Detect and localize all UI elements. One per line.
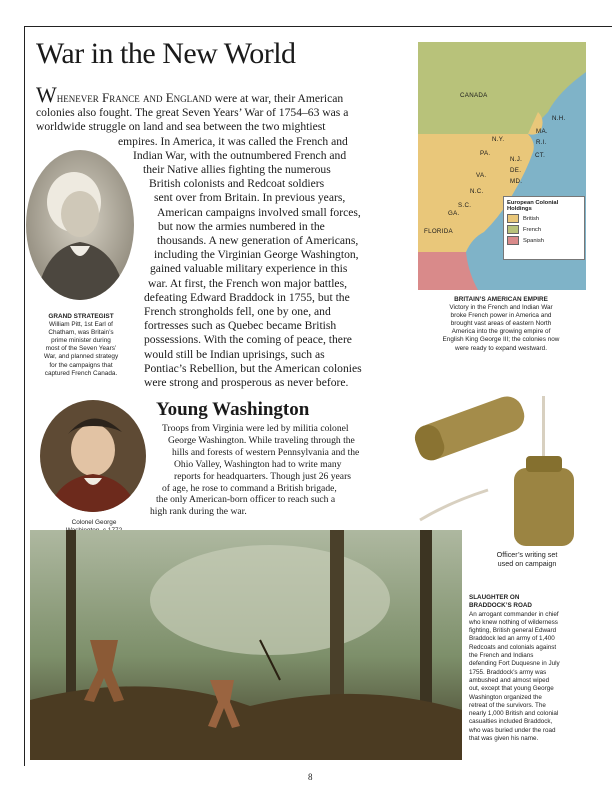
intro-line: their Native allies fighting the numerous [143, 163, 331, 177]
pitt-caption-line: prime minister during [51, 337, 111, 345]
legend-row-french [507, 225, 581, 234]
washington-line: of age, he rose to command a British brigade, [162, 482, 337, 494]
intro-first-line [36, 82, 362, 107]
braddock-caption-heading: BRADDOCK’S ROAD [469, 602, 532, 610]
map-label-nh: N.H. [552, 115, 566, 122]
writing-set-image [410, 388, 606, 548]
map-caption-line: America into the growing empire of [451, 328, 551, 336]
washington-line: George Washington. While traveling through the [168, 434, 355, 446]
map-caption-line: English King George III; the colonies now [442, 336, 560, 344]
braddock-battle-painting [30, 530, 462, 760]
writing-set-caption-line: used on campaign [497, 559, 557, 568]
legend-row-british [507, 214, 581, 223]
intro-line: British colonists and Redcoat soldiers [149, 177, 325, 191]
legend-swatch-british [507, 214, 519, 223]
intro-line: gained valuable military experience in this [150, 262, 348, 276]
braddock-caption-line: that was given his name. [469, 735, 539, 743]
map-caption [420, 296, 582, 353]
map-label-nj: N.J. [510, 156, 523, 163]
intro-line: but now the armies numbered in the [158, 219, 325, 233]
page-title: War in the New World [36, 37, 296, 70]
washington-line: Troops from Virginia were led by militia colonel [162, 423, 349, 434]
washington-portrait [40, 400, 146, 512]
braddock-caption-line: who knew nothing of wilderness [469, 618, 558, 626]
braddock-caption-line: nearly 1,000 British and colonial [469, 710, 559, 718]
braddock-caption-line: fighting, British general Edward [469, 627, 557, 635]
pitt-caption-line: War, and planned strategy [43, 353, 119, 361]
braddock-caption-line: retreat of the survivors. The [469, 701, 546, 709]
map-label-pa: PA. [480, 150, 491, 157]
writing-set-art [410, 388, 606, 548]
pitt-portrait [26, 150, 134, 300]
pitt-caption [28, 313, 134, 378]
map-label-florida: FLORIDA [424, 228, 453, 235]
writing-set-caption-line: Officer’s writing set [496, 550, 558, 559]
legend-label: Spanish [523, 237, 544, 244]
legend-row-spanish [507, 236, 581, 245]
map-label-ga: GA. [448, 210, 460, 217]
intro-line: French strongholds fell, one by one, and [144, 305, 331, 319]
map-label-sc: S.C. [458, 202, 472, 209]
braddock-caption-line: the French and Indians [469, 652, 534, 660]
intro-smallcaps: henever France and England [56, 90, 212, 105]
intro-line: would still be Indian uprisings, such as [144, 347, 325, 361]
braddock-caption-line: Washington organized the [469, 693, 542, 701]
pitt-caption-line: most of the Seven Years’ [45, 345, 117, 353]
pitt-portrait-art [26, 150, 134, 300]
legend-title: European Colonial [507, 200, 559, 206]
washington-caption-line: Colonel George [71, 519, 117, 526]
legend-title: Holdings [507, 206, 532, 212]
braddock-caption-line: casualties included Braddock, [469, 718, 553, 726]
washington-heading: Young Washington [156, 399, 310, 420]
pitt-caption-line: captured French Canada. [44, 369, 118, 377]
legend-swatch-spanish [507, 236, 519, 245]
intro-line: were at war, their American [211, 92, 344, 105]
intro-line: possessions. With the coming of peace, there [144, 333, 352, 347]
map-label-de: DE. [510, 167, 522, 174]
washington-text [150, 423, 359, 518]
map-label-md: MD. [510, 178, 523, 185]
drop-cap: W [36, 82, 57, 107]
intro-line: worldwide struggle on land and sea between the two mightiest [36, 120, 326, 134]
washington-line: reports for headquarters. Though just 26 years [174, 470, 351, 482]
map-label-nc: N.C. [470, 188, 484, 195]
braddock-caption-line: ambushed and almost wiped [469, 676, 550, 684]
legend-label: British [523, 215, 540, 222]
intro-line: American campaigns involved small forces, [157, 205, 361, 219]
intro-line: were strong and prosperous as never before. [144, 376, 349, 390]
map-label-ri: R.I. [536, 139, 547, 146]
legend-swatch-french [507, 225, 519, 234]
braddock-caption-line: An arrogant commander in chief [469, 610, 559, 618]
washington-line: Ohio Valley, Washington had to write many [174, 458, 342, 470]
map-label-canada: CANADA [460, 92, 488, 99]
pitt-caption-heading: GRAND STRATEGIST [48, 313, 114, 320]
braddock-caption-line: defending Fort Duquesne in July [469, 660, 560, 668]
legend-label: French [523, 226, 542, 233]
intro-line: defeating Edward Braddock in 1755, but the [144, 290, 350, 304]
pitt-caption-line: Chatham, was Britain’s [48, 329, 114, 337]
writing-set-caption [476, 550, 578, 568]
pitt-caption-line: for the campaigns that [49, 361, 113, 369]
intro-line: empires. In America, it was called the French and [118, 134, 348, 148]
washington-line: high rank during the war. [150, 506, 247, 518]
map-caption-line: Victory in the French and Indian War [449, 304, 553, 312]
map-legend [503, 196, 585, 260]
map-label-ny: N.Y. [492, 136, 505, 143]
page-number: 8 [308, 772, 313, 782]
intro-line: war. At first, the French won major battles, [148, 276, 347, 290]
braddock-caption-line: 1755. Braddock’s army was [469, 668, 547, 676]
battle-painting-art [30, 530, 462, 760]
map-label-ma: MA. [536, 128, 548, 135]
intro-line: including the Virginian George Washington, [154, 248, 359, 262]
washington-line: the only American-born officer to reach such a [156, 494, 336, 506]
intro-line: sent over from Britain. In previous years, [154, 191, 346, 205]
map-caption-line: broke French power in America and [450, 312, 552, 320]
washington-line: hills and forests of western Pennsylvania and the [172, 446, 360, 458]
map-caption-heading: BRITAIN’S AMERICAN EMPIRE [454, 296, 548, 303]
map-label-ct: CT. [535, 152, 546, 159]
map-caption-line: were ready to expand westward. [454, 344, 547, 352]
map-label-va: VA. [476, 172, 487, 179]
braddock-caption-heading: SLAUGHTER ON [469, 594, 520, 601]
braddock-caption-line: Redcoats and colonials against [469, 643, 557, 651]
intro-line: Pontiac’s Rebellion, but the American colonies [144, 361, 362, 375]
braddock-caption-line: Braddock led an army of 1,400 [469, 635, 555, 643]
intro-line: thousands. A new generation of Americans, [157, 234, 359, 248]
washington-portrait-art [40, 400, 146, 512]
map-caption-line: brought vast areas of eastern North [450, 320, 552, 328]
intro-line: Indian War, with the outnumbered French and [133, 148, 347, 162]
pitt-caption-line: William Pitt, 1st Earl of [49, 321, 113, 329]
braddock-caption-line: out, except that young George [469, 685, 554, 693]
braddock-caption [469, 594, 601, 743]
intro-line: colonies also fought. The great Seven Years’ War of 1754–63 was a [36, 106, 349, 120]
braddock-caption-line: who was buried under the road [469, 726, 556, 734]
intro-line: fortresses such as Quebec became British [144, 319, 337, 333]
